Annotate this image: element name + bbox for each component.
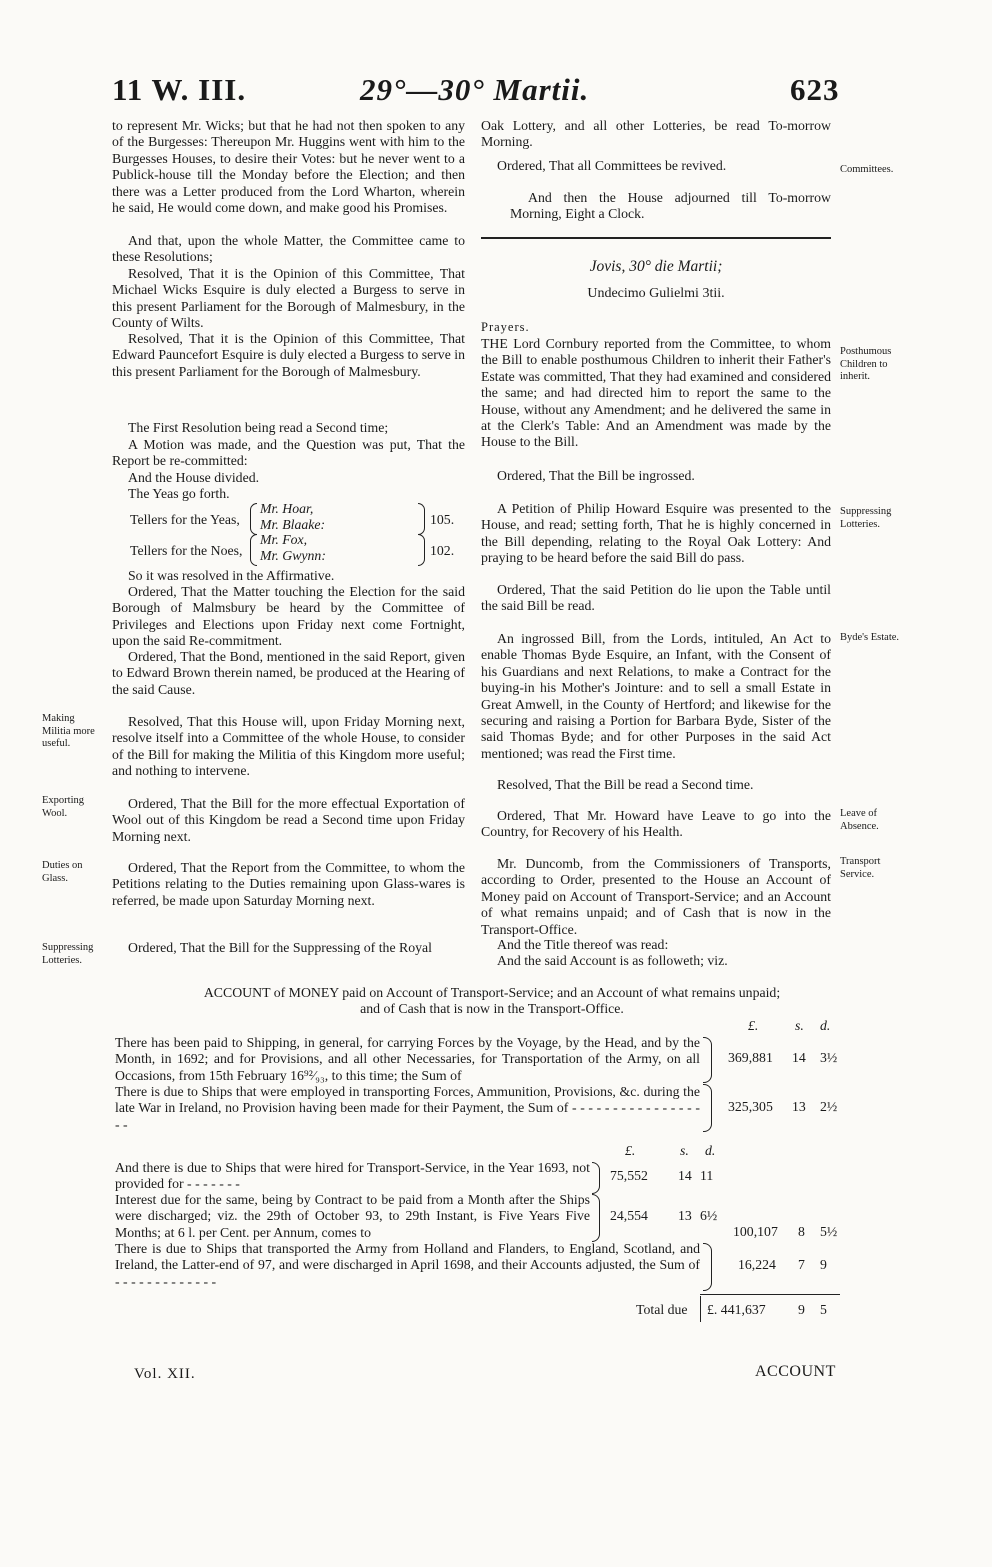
prayers-heading: Prayers.: [481, 320, 530, 334]
regnal-year: Undecimo Gulielmi 3tii.: [587, 286, 725, 301]
tellers-noes-name-1: Mr. Fox,: [260, 532, 308, 547]
left-para-13: Ordered, That the Bill for the more effectual Exportation of Wool out of this Kingdom be read a Second time upon Friday Morning next.: [112, 796, 465, 844]
account-row-3-shillings: 14: [678, 1168, 692, 1183]
account-row-2-text: There is due to Ships that were employed in transporting Forces, Ammunition, Provisions, &c. during the late War in Ireland, no Provision having been made for their Payment, the Sum of - - - - - - - - - - - - - - - - - -: [115, 1084, 700, 1132]
left-para-11: Ordered, That the Bond, mentioned in the said Report, given to Edward Brown therein named, be produced at the Hearing of the said Cause.: [112, 649, 465, 697]
tellers-yeas-name-1: Mr. Hoar,: [260, 501, 314, 516]
account-row-5-pounds: 16,224: [738, 1257, 776, 1272]
volume-signature: Vol. XII.: [134, 1366, 196, 1382]
tellers-yeas-brace-left: [250, 503, 257, 535]
margin-note-byde: Byde's Estate.: [840, 632, 900, 643]
right-para-12: And the Title thereof was read:: [497, 937, 669, 952]
running-head-left: 11 W. III.: [112, 72, 247, 107]
account-row-3-pence: 11: [700, 1168, 714, 1183]
left-para-6: A Motion was made, and the Question was put, That the Report be re-committed:: [112, 437, 465, 469]
tellers-noes-count: 102.: [430, 543, 455, 558]
right-para-10: Ordered, That Mr. Howard have Leave to go into the Country, for Recovery of his Health.: [481, 808, 831, 840]
margin-note-militia: Making Militia more useful.: [42, 713, 95, 749]
account-row-1-pence: 3½: [820, 1050, 838, 1065]
right-para-2: Ordered, That all Committees be revived.: [497, 158, 727, 173]
account-row-2-shillings: 13: [792, 1099, 806, 1114]
right-para-8: An ingrossed Bill, from the Lords, intituled, An Act to enable Thomas Byde Esquire, an Infant, with the Consent of his Guardians and next Relations, to make a Contract for the buying-in his Mother's Jointure: and to sell a small Estate in Great Amwell, in the County of Hertford; and likewise for the securing and raising a Portion for Barbara Byde, Sister of the said Thomas Byde; and for other Purposes in the said Act mentioned; was read the First time.: [481, 631, 831, 761]
left-para-2: And that, upon the whole Matter, the Committee came to these Resolutions;: [112, 233, 465, 265]
account-row-2-pence: 2½: [820, 1099, 838, 1114]
account-row-4-pence: 6½: [700, 1208, 718, 1223]
left-para-8: The Yeas go forth.: [128, 486, 230, 501]
tellers-yeas-label: Tellers for the Yeas,: [130, 512, 240, 527]
right-para-6: A Petition of Philip Howard Esquire was presented to the House, and read; setting forth, That he is highly concerned in the Bill depending, relating to the Royal Oak Lottery: And praying to be heard before the said Bill do pass.: [481, 501, 831, 566]
margin-note-wool: Exporting Wool.: [42, 795, 84, 819]
margin-note-lotteries-right: Suppressing Lotteries.: [840, 506, 892, 530]
account-row-5-brace: [703, 1243, 712, 1291]
account-row-5-shillings: 7: [798, 1257, 805, 1272]
left-para-4: Resolved, That it is the Opinion of this Committee, That Edward Pauncefort Esquire is duly elected a Burgess to serve in this present Parliament for the Borough of Malmesbury.: [112, 331, 465, 379]
catchword: ACCOUNT: [755, 1363, 836, 1380]
sitting-date: Jovis, 30° die Martii;: [589, 258, 723, 275]
subcol-head-shillings: s.: [680, 1143, 689, 1158]
left-para-12: Resolved, That this House will, upon Friday Morning next, resolve itself into a Committee of the whole House, to consider of the Bill for making the Militia of this Kingdom more useful; and nothing to intervene.: [112, 714, 465, 779]
right-para-11: Mr. Duncomb, from the Commissioners of Transports, according to Order, presented to the House an Account of Money paid on Account of Transport-Service; and an Account of what remains unpaid; and of Cash that is now in the Transport-Office.: [481, 856, 831, 937]
col-head-pence: d.: [820, 1018, 831, 1033]
account-row-5-text: There is due to Ships that transported the Army from Holland and Flanders, to England, Scotland, and Ireland, the Latter-end of 97, and were discharged in April 1698, and their Accounts adjusted, the Sum of - - - - - - - - - - - - -: [115, 1241, 700, 1289]
tellers-noes-name-2: Mr. Gwynn:: [260, 548, 326, 563]
total-rule: [700, 1294, 840, 1295]
account-row-2-pounds: 325,305: [728, 1099, 773, 1114]
account-row-3-pounds: 75,552: [610, 1168, 648, 1183]
left-para-7: And the House divided.: [128, 470, 260, 485]
right-para-3: And then the House adjourned till To-morrow Morning, Eight a Clock.: [510, 190, 831, 222]
right-para-13: And the said Account is as followeth; viz.: [497, 953, 728, 968]
account-row-3-text: And there is due to Ships that were hired for Transport-Service, in the Year 1693, not provided for - - - - - - -: [115, 1160, 590, 1192]
subcol-head-pounds: £.: [625, 1143, 636, 1158]
margin-note-transport: Transport Service.: [840, 856, 881, 880]
total-pounds: £. 441,637: [707, 1302, 766, 1317]
left-para-10: Ordered, That the Matter touching the Election for the said Borough of Malmsbury be heard by the Committee of Privileges and Elections upon Friday next come Fortnight, upon the said Re-commitment.: [112, 584, 465, 649]
right-para-5: Ordered, That the Bill be ingrossed.: [497, 468, 695, 483]
tellers-yeas-count: 105.: [430, 512, 455, 527]
total-label: Total due: [636, 1302, 688, 1317]
tellers-yeas-brace-right: [418, 503, 425, 535]
account-row-34-pounds: 100,107: [733, 1224, 778, 1239]
account-row-4-brace: [592, 1194, 600, 1242]
left-para-3: Resolved, That it is the Opinion of this Committee, That Michael Wicks Esquire is duly elected a Burgess to serve in this present Parliament for the Borough of Malmesbury, in the County of Wilts.: [112, 266, 465, 331]
tellers-noes-label: Tellers for the Noes,: [130, 543, 243, 558]
running-head-date: 29°—30° Martii.: [360, 72, 590, 107]
account-row-2-brace: [703, 1084, 712, 1132]
margin-note-committees: Committees.: [840, 164, 894, 175]
left-para-14: Ordered, That the Report from the Committee, to whom the Petitions relating to the Duties remaining upon Glass-wares is referred, be made upon Saturday Morning next.: [112, 860, 465, 908]
account-row-34-shillings: 8: [798, 1224, 805, 1239]
right-para-1: Oak Lottery, and all other Lotteries, be read To-morrow Morning.: [481, 118, 831, 150]
right-para-4: THE Lord Cornbury reported from the Committee, to whom the Bill to enable posthumous Children to inherit their Father's Estate was committed, That they had examined and considered the same; and had directed him to report the same to the House, without any Amendment; and he delivered the same in at the Clerk's Table: And an Amendment was made by the House to the Bill.: [481, 336, 831, 450]
tellers-yeas-name-2: Mr. Blaake:: [260, 517, 326, 532]
total-shillings: 9: [798, 1302, 805, 1317]
margin-note-lotteries-left: Suppressing Lotteries.: [42, 942, 94, 966]
account-row-3-brace: [592, 1162, 600, 1194]
margin-note-glass: Duties on Glass.: [42, 860, 83, 884]
left-para-5: The First Resolution being read a Second time;: [128, 420, 389, 435]
right-para-9: Resolved, That the Bill be read a Second time.: [497, 777, 754, 792]
account-row-4-pounds: 24,554: [610, 1208, 648, 1223]
tellers-noes-brace-left: [250, 534, 257, 566]
account-row-34-pence: 5½: [820, 1224, 838, 1239]
account-row-4-shillings: 13: [678, 1208, 692, 1223]
account-row-5-pence: 9: [820, 1257, 827, 1272]
col-head-pounds: £.: [748, 1018, 759, 1033]
tellers-noes-brace-right: [418, 534, 425, 566]
account-row-1-pounds: 369,881: [728, 1050, 773, 1065]
account-title-2: and of Cash that is now in the Transport-Office.: [360, 1001, 624, 1016]
account-row-1-text: There has been paid to Shipping, in general, for carrying Forces by the Voyage, by the Head, and by the Month, in 1692; and for Provisions, and all other Necessaries, for Transportation of the Army, on all Occasions, from 15th February 16⁹²⁄₉₃, to this time; the Sum of: [115, 1035, 700, 1083]
left-para-1: to represent Mr. Wicks; but that he had not then spoken to any of the Burgesses: Thereupon Mr. Huggins went with him to the Burgesses Houses, to desire their Votes: but he never went to a Publick-house till the Monday before the Election; and then there was a Letter produced from the Lord Wharton, wherein he said, He would come down, and make good his Promises.: [112, 118, 465, 216]
subcol-head-pence: d.: [705, 1143, 716, 1158]
right-para-7: Ordered, That the said Petition do lie upon the Table until the said Bill be read.: [481, 582, 831, 614]
total-pence: 5: [820, 1302, 827, 1317]
margin-note-posthumous: Posthumous Children to inherit.: [840, 346, 892, 382]
account-row-1-brace: [703, 1037, 712, 1083]
col-head-shillings: s.: [795, 1018, 804, 1033]
left-para-15: Ordered, That the Bill for the Suppressing of the Royal: [128, 940, 432, 955]
total-divider: [700, 1296, 701, 1322]
page-number: 623: [790, 72, 840, 107]
section-rule: [481, 237, 831, 239]
account-row-1-shillings: 14: [792, 1050, 806, 1065]
margin-note-absence: Leave of Absence.: [840, 808, 879, 832]
account-row-4-text: Interest due for the same, being by Contract to be paid from a Month after the Ships were discharged; viz. the 29th of October 93, to 29th Instant, is Five Years Five Months; at 6 l. per Cent. per Annum, comes to: [115, 1192, 590, 1240]
left-para-9: So it was resolved in the Affirmative.: [128, 568, 335, 583]
account-title-1: ACCOUNT of MONEY paid on Account of Transport-Service; and an Account of what remains unpaid;: [203, 985, 781, 1000]
